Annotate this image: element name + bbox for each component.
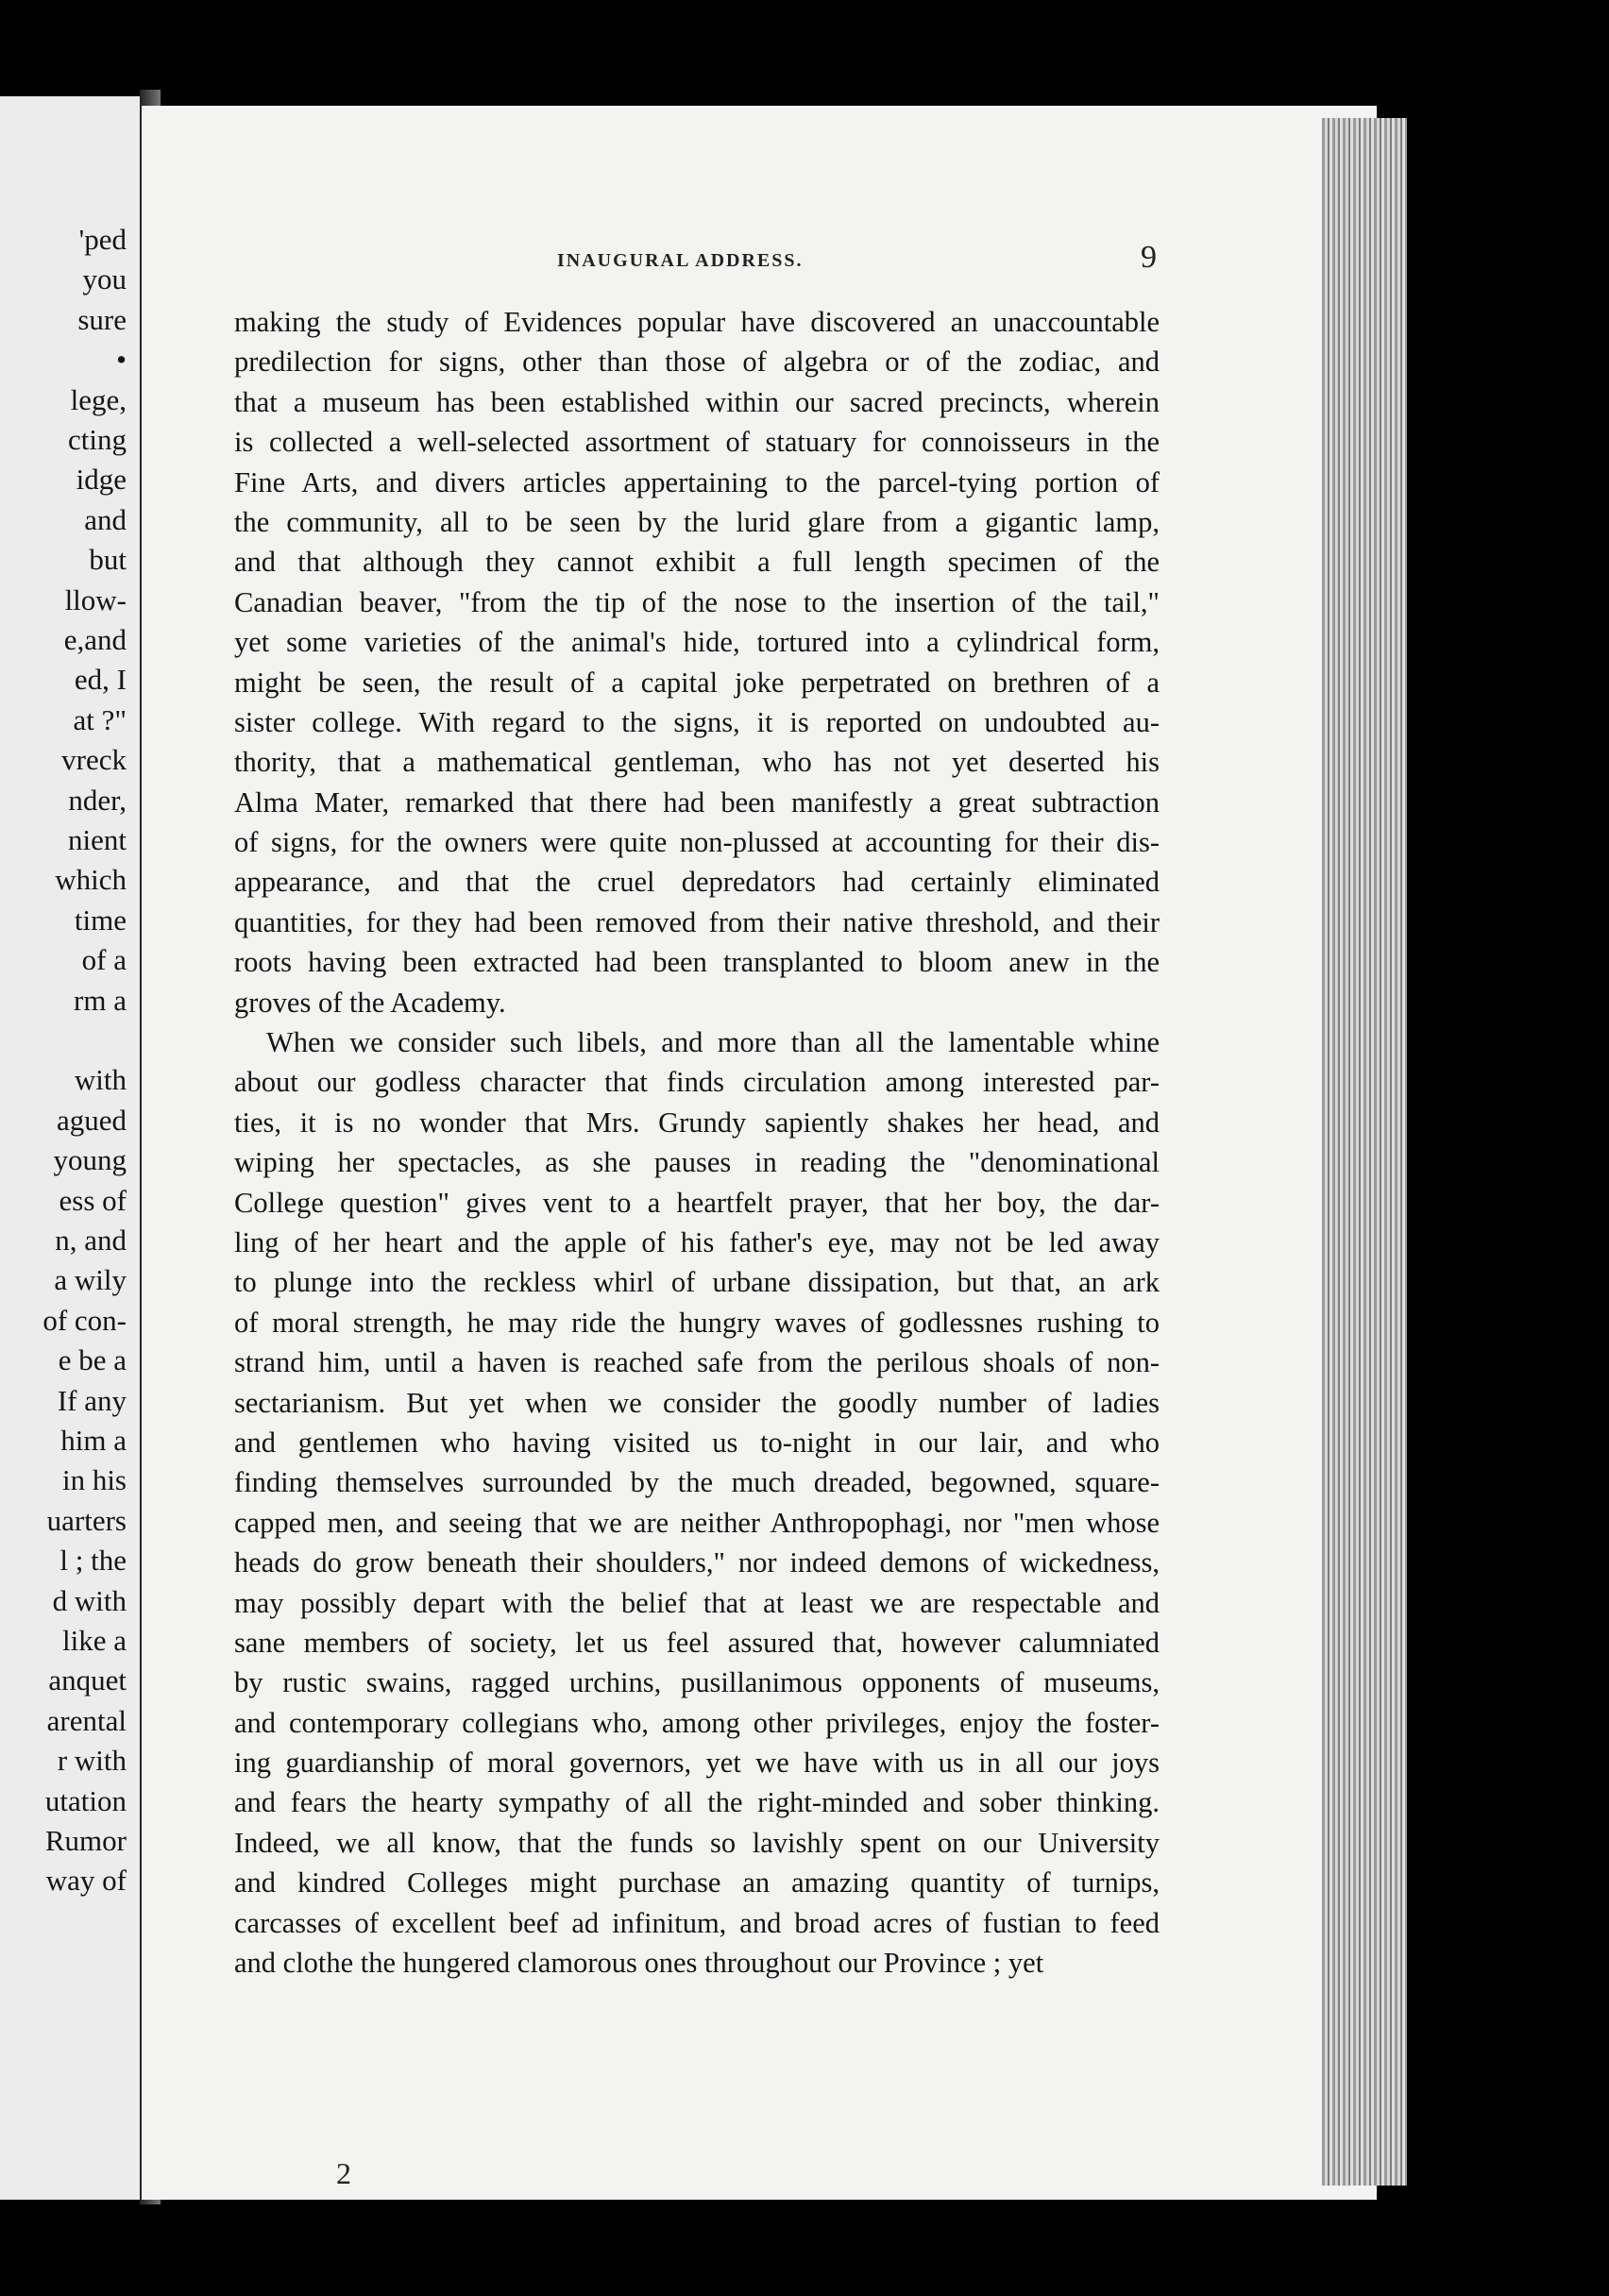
left-page-line: 'ped bbox=[78, 223, 127, 256]
text-line: Indeed, we all know, that the funds so lavishly spent on our University bbox=[234, 1826, 1160, 1859]
left-page-line: way of bbox=[45, 1864, 127, 1898]
text-line: by rustic swains, ragged urchins, pusillanimous opponents of museums, bbox=[234, 1666, 1160, 1699]
text-line: may possibly depart with the belief that at least we are respectable and bbox=[234, 1586, 1160, 1619]
signature-mark: 2 bbox=[336, 2156, 351, 2190]
left-page-line: e be a bbox=[58, 1343, 127, 1377]
left-page-line: arental bbox=[46, 1703, 127, 1737]
left-page-line: at ?" bbox=[73, 702, 127, 736]
left-page-line: If any bbox=[57, 1383, 127, 1417]
text-line: of moral strength, he may ride the hungry waves of godlessnes rushing to bbox=[234, 1306, 1160, 1339]
text-line: about our godless character that finds circulation among interested par- bbox=[234, 1066, 1160, 1099]
left-page-line: sure bbox=[77, 302, 127, 336]
text-line: the community, all to be seen by the lurid glare from a gigantic lamp, bbox=[234, 505, 1160, 538]
left-page-line: • bbox=[116, 343, 127, 377]
left-page-line: with bbox=[74, 1063, 127, 1097]
left-page-line: time bbox=[74, 903, 127, 937]
left-page-line: young bbox=[53, 1143, 127, 1177]
left-page-line: idge bbox=[76, 463, 127, 497]
left-page-line: uarters bbox=[46, 1503, 127, 1537]
text-line: strand him, until a haven is reached safe from the perilous shoals of non- bbox=[234, 1346, 1160, 1379]
left-page-line: and bbox=[84, 502, 127, 536]
left-page-line: Rumor bbox=[44, 1824, 127, 1857]
text-line: ing guardianship of moral governors, yet we have with us in all our joys bbox=[234, 1747, 1160, 1780]
body-text bbox=[234, 302, 1160, 1983]
text-line: capped men, and seeing that we are neither Anthropophagi, nor "men whose bbox=[234, 1506, 1160, 1539]
text-line: College question" gives vent to a heartfelt prayer, that her boy, the dar- bbox=[234, 1186, 1160, 1219]
text-line: yet some varieties of the animal's hide, tortured into a cylindrical form, bbox=[234, 626, 1160, 659]
left-page-line: which bbox=[55, 863, 127, 897]
left-page-line: rm a bbox=[74, 983, 127, 1017]
text-line: and contemporary collegians who, among other privileges, enjoy the foster- bbox=[234, 1706, 1160, 1739]
left-page-line: vreck bbox=[61, 743, 127, 777]
text-line: carcasses of excellent beef ad infinitum, and broad acres of fustian to feed bbox=[234, 1906, 1160, 1939]
left-page-line: him a bbox=[60, 1424, 127, 1457]
text-line: Canadian beaver, "from the tip of the nose to the insertion of the tail," bbox=[234, 585, 1160, 618]
page-number: 9 bbox=[1141, 240, 1157, 275]
text-line: sister college. With regard to the signs, it is reported on undoubted au- bbox=[234, 705, 1160, 738]
page-edges bbox=[1322, 118, 1407, 2186]
text-line: Fine Arts, and divers articles appertaining to the parcel-tying portion of bbox=[234, 465, 1160, 498]
text-line: and that although they cannot exhibit a full length specimen of the bbox=[234, 546, 1160, 579]
text-line: and clothe the hungered clamorous ones throughout our Province ; yet bbox=[234, 1947, 1044, 1980]
text-line: sectarianism. But yet when we consider the goodly number of ladies bbox=[234, 1386, 1160, 1419]
text-line: and kindred Colleges might purchase an amazing quantity of turnips, bbox=[234, 1866, 1160, 1899]
left-page-line: agued bbox=[56, 1103, 127, 1137]
text-line: of signs, for the owners were quite non-plussed at accounting for their dis- bbox=[234, 826, 1160, 859]
text-line: groves of the Academy. bbox=[234, 986, 506, 1019]
text-line: roots having been extracted had been transplanted to bloom anew in the bbox=[234, 946, 1160, 979]
left-page-line: utation bbox=[44, 1783, 127, 1817]
left-page-line: lege, bbox=[70, 382, 127, 416]
left-page-line: like a bbox=[62, 1624, 127, 1657]
text-line: appearance, and that the cruel depredators had certainly eliminated bbox=[234, 866, 1160, 899]
text-line: making the study of Evidences popular have discovered an unaccountable bbox=[234, 306, 1160, 338]
text-line: heads do grow beneath their shoulders," nor indeed demons of wickedness, bbox=[234, 1546, 1160, 1579]
left-page-line: you bbox=[82, 262, 127, 296]
running-head: INAUGURAL ADDRESS. bbox=[557, 250, 804, 271]
left-page-line: ess of bbox=[59, 1183, 127, 1217]
left-page-line: in his bbox=[61, 1463, 127, 1497]
left-page-line: llow- bbox=[64, 582, 127, 616]
left-page-line: cting bbox=[68, 423, 127, 456]
text-line: predilection for signs, other than those of algebra or of the zodiac, and bbox=[234, 346, 1160, 379]
left-page-line: n, and bbox=[55, 1224, 127, 1257]
left-page-line: l ; the bbox=[59, 1544, 127, 1578]
left-page-line: e,and bbox=[63, 623, 127, 656]
text-line: ties, it is no wonder that Mrs. Grundy sapiently shakes her head, and bbox=[234, 1106, 1160, 1139]
left-page-line: of a bbox=[81, 943, 127, 977]
text-line: is collected a well-selected assortment of statuary for connoisseurs in the bbox=[234, 426, 1160, 459]
text-line: that a museum has been established within our sacred precincts, wherein bbox=[234, 385, 1160, 418]
text-line: and gentlemen who having visited us to-night in our lair, and who bbox=[234, 1426, 1160, 1459]
text-line: to plunge into the reckless whirl of urbane dissipation, but that, an ark bbox=[234, 1266, 1160, 1299]
left-page-line: ed, I bbox=[74, 663, 127, 697]
left-page-line: r with bbox=[57, 1744, 127, 1778]
left-page-line: anquet bbox=[48, 1663, 127, 1697]
text-line: might be seen, the result of a capital joke perpetrated on brethren of a bbox=[234, 666, 1160, 699]
left-page-line: a wily bbox=[54, 1263, 127, 1297]
text-line: and fears the hearty sympathy of all the right-minded and sober thinking. bbox=[234, 1786, 1160, 1819]
left-page-line: d with bbox=[52, 1583, 127, 1617]
left-page-line: nder, bbox=[68, 783, 127, 817]
text-line: Alma Mater, remarked that there had been manifestly a great subtraction bbox=[234, 785, 1160, 819]
left-page-line: but bbox=[89, 543, 127, 577]
text-line: wiping her spectacles, as she pauses in reading the "denominational bbox=[234, 1146, 1160, 1179]
text-line: quantities, for they had been removed from their native threshold, and their bbox=[234, 905, 1160, 938]
text-line: thority, that a mathematical gentleman, who has not yet deserted his bbox=[234, 746, 1160, 779]
text-line: finding themselves surrounded by the much dreaded, begowned, square- bbox=[234, 1466, 1160, 1499]
left-page-line: nient bbox=[68, 823, 127, 856]
previous-page-fragment bbox=[0, 96, 140, 2200]
text-line: When we consider such libels, and more than all the lamentable whine bbox=[266, 1026, 1160, 1059]
text-line: ling of her heart and the apple of his father's eye, may not be led away bbox=[234, 1225, 1160, 1258]
left-page-line: of con- bbox=[42, 1303, 127, 1337]
text-line: sane members of society, let us feel assured that, however calumniated bbox=[234, 1626, 1160, 1659]
